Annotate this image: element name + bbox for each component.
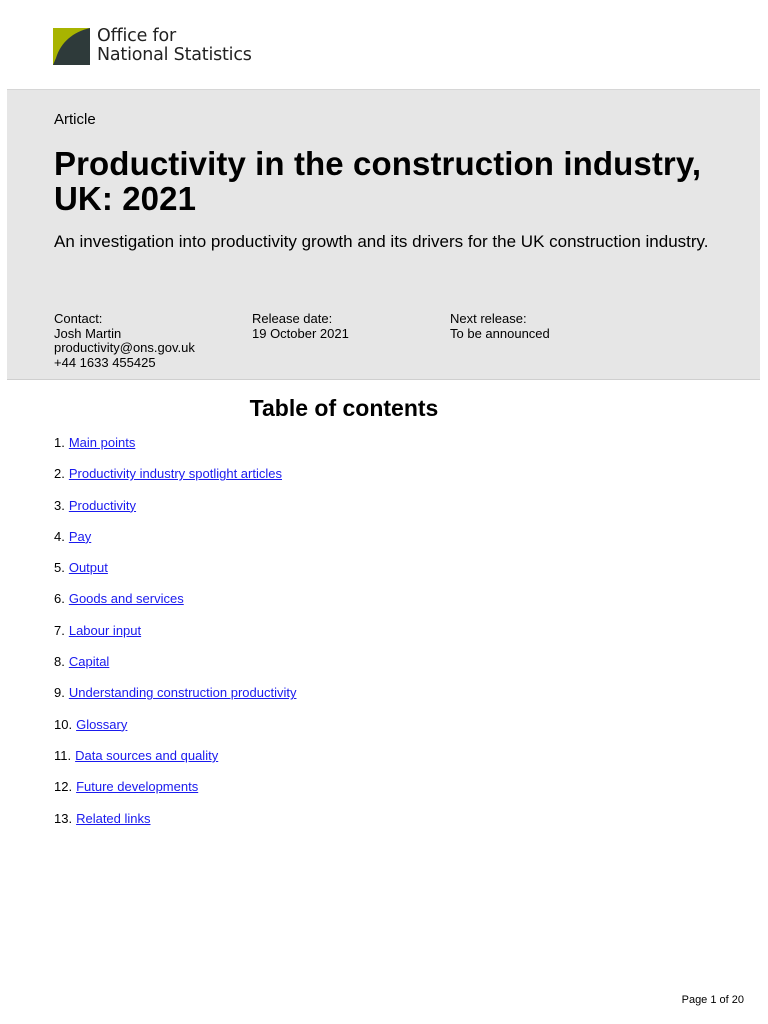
toc-item	[54, 717, 296, 748]
toc-link-pay[interactable]: Pay	[68, 528, 92, 544]
contact-name: Josh Martin	[54, 325, 122, 341]
release-date-value: 19 October 2021	[252, 325, 349, 341]
toc-item-number: 1.	[54, 435, 65, 450]
contact-phone: +44 1633 455425	[54, 354, 156, 370]
toc-link-understanding-productivity[interactable]: Understanding construction productivity	[68, 685, 297, 701]
toc-item	[54, 560, 296, 591]
ons-logo	[53, 28, 252, 65]
article-header	[7, 89, 760, 292]
next-release-info	[450, 312, 550, 341]
toc-heading: Table of contents	[249, 395, 439, 421]
toc-link-productivity[interactable]: Productivity	[68, 497, 137, 513]
toc-item	[54, 685, 296, 716]
toc-item	[54, 466, 296, 497]
ons-logo-icon	[53, 28, 90, 65]
toc-link-data-sources[interactable]: Data sources and quality	[75, 747, 219, 763]
toc-item	[54, 498, 296, 529]
next-release-value: To be announced	[450, 325, 550, 341]
toc-item-number: 5.	[54, 560, 65, 576]
toc-item	[54, 529, 296, 560]
toc-item	[54, 591, 296, 622]
toc-item	[54, 748, 296, 779]
logo-line-2: National Statistics	[97, 45, 252, 65]
toc-item-number: 7.	[54, 622, 65, 638]
toc-item	[54, 779, 296, 810]
toc-item	[54, 811, 296, 842]
toc-link-output[interactable]: Output	[68, 560, 108, 576]
toc-item-number: 9.	[54, 685, 65, 701]
toc-link-goods-and-services[interactable]: Goods and services	[68, 591, 184, 607]
toc-item-number: 10.	[54, 716, 73, 732]
toc-item-number: 11.	[54, 747, 72, 763]
toc-item	[54, 435, 296, 466]
release-date-label: Release date:	[252, 311, 333, 326]
release-info	[7, 291, 760, 380]
toc-item-number: 6.	[54, 591, 65, 607]
toc-link-future-developments[interactable]: Future developments	[76, 779, 199, 795]
contact-label: Contact:	[54, 311, 103, 326]
toc-item-number: 4.	[54, 528, 65, 544]
article-type-label: Article	[54, 111, 96, 128]
toc-item-number: 12.	[54, 779, 73, 795]
toc-link-glossary[interactable]: Glossary	[76, 716, 128, 732]
logo-line-1: Office for	[97, 26, 176, 46]
release-date-info	[252, 312, 349, 341]
toc-item-number: 2.	[54, 466, 65, 482]
logo-wordmark	[97, 27, 252, 65]
toc-item	[54, 654, 296, 685]
toc-link-related-links[interactable]: Related links	[76, 810, 151, 826]
page-title: Productivity in the construction industry, UK: 2021	[54, 145, 702, 217]
next-release-label: Next release:	[450, 311, 527, 326]
toc-link-labour-input[interactable]: Labour input	[68, 622, 142, 638]
toc-item	[54, 623, 296, 654]
contact-info	[54, 312, 195, 370]
toc-item-number: 8.	[54, 654, 65, 670]
toc-link-capital[interactable]: Capital	[68, 654, 110, 670]
toc-item-number: 13.	[54, 810, 73, 826]
toc-link-main-points[interactable]: Main points	[68, 435, 136, 450]
toc-link-spotlight-articles[interactable]: Productivity industry spotlight articles	[68, 466, 282, 482]
page-number: Page 1 of 20	[681, 994, 744, 1006]
contact-email: productivity@ons.gov.uk	[54, 340, 195, 355]
toc-item-number: 3.	[54, 497, 65, 513]
table-of-contents	[54, 435, 296, 842]
page-subtitle: An investigation into productivity growth and its drivers for the UK construction industry.	[54, 232, 709, 251]
